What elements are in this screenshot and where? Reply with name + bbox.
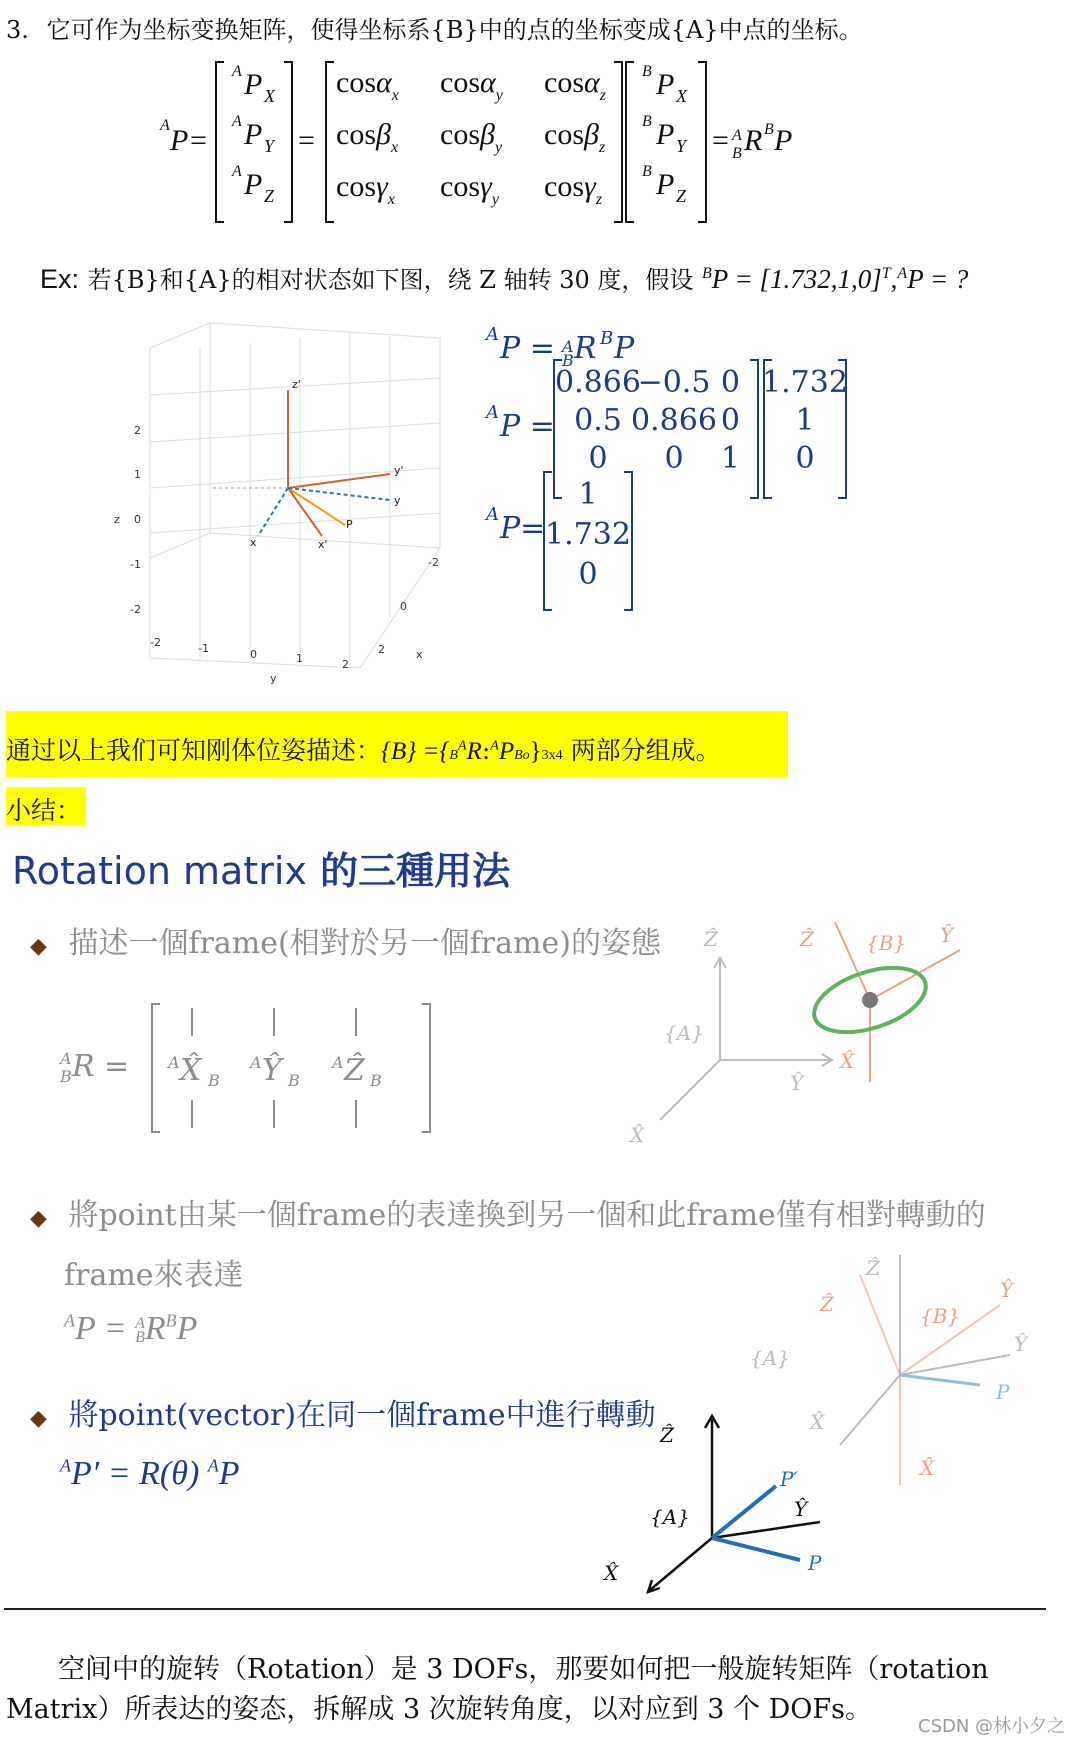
vecB-x: X [676,86,687,106]
calc-vec: 1.732 [762,365,848,400]
summary-after: 两部分组成。 [562,736,721,765]
calc-matrix-cell: 0 [588,441,608,476]
eq2-p: P [176,1310,198,1347]
matrix-cell: cosγ$_z$ [544,170,603,208]
rotation-matrix-columns [60,1000,440,1136]
calc-result: 1 [578,477,598,512]
summary-sep: : [481,736,491,765]
divider [4,1608,1046,1610]
svg-text:B: B [642,113,652,130]
frames1-za: Ẑ [704,927,718,951]
label-p: P [346,518,353,531]
bullet-diamond-icon: ◆ [30,1406,47,1431]
svg-text:=: = [712,124,729,157]
intro-line [6,10,863,45]
svg-text:A: A [486,504,499,525]
bullet-diamond-icon: ◆ [30,1206,47,1231]
frames2-a: {A} [750,1346,790,1370]
svg-text:B: B [370,1071,382,1090]
example-prefix: Ex: [40,264,80,294]
summary-formula: {B} ={ [381,738,450,765]
x-tick: -2 [428,556,439,569]
label-zb: z' [292,378,301,391]
intro-text: 它可作为坐标变换矩阵，使得坐标系{B}中的点的坐标变成{A}中点的坐标。 [46,16,863,44]
matrix-cell: cosγ$_y$ [440,170,499,208]
calc-matrix-cell: 0 [720,365,740,400]
conclusion-label: 小结： [6,796,82,825]
x-tick: 2 [378,643,385,656]
calc-matrix-cell: 0.866 [631,403,717,438]
svg-text:B: B [642,163,652,180]
svg-text:A: A [250,1053,262,1072]
frames2-b: {B} [920,1304,961,1328]
frames2-zb: Ẑ [820,1292,834,1316]
svg-text:A: A [168,1053,180,1072]
bullet-describe-frame [30,918,661,962]
frames3-pp: P′ [780,1467,798,1491]
summary-r: R [466,738,482,765]
rmat-col: Ẑ [344,1053,365,1088]
calc-matrix-cell: 0 [720,403,740,438]
svg-text:P: P [244,168,263,201]
frames3-p: P [808,1551,822,1575]
rmat-lhs: R = [72,1049,130,1084]
calc-result: 1.732 [545,517,631,552]
frames1-a: {A} [664,1021,704,1045]
calc-matrix-cell: 0 [664,441,684,476]
matrix-cell: cosβ$_y$ [440,118,503,156]
svg-text:A: A [232,113,242,130]
frames2-xb: X̂ [920,1456,935,1480]
slide-title-en: Rotation matrix [12,849,307,893]
calc-matrix-cell: 0.866 [555,365,641,400]
matrix-cell: cosα$_x$ [336,66,399,104]
z-tick: 1 [134,468,141,481]
z-tick: -1 [130,558,141,571]
eq2-r: R [144,1310,166,1347]
example-line: Ex: 若{B}和{A}的相对状态如下图，绕 Z 轴转 30 度，假设 $^BP = [1.732,1,0]^T,^AP$ = ? [40,264,969,294]
rotation-cosine-matrix [336,66,607,208]
slide-title [12,840,510,895]
calc-l1-p: P [614,331,635,366]
calc-matrix-cell: −0.5 [637,365,711,400]
frames1-yb: Ŷ [940,923,954,947]
svg-text:B: B [208,1071,220,1090]
eq1-rhs-r: R [744,124,763,157]
summary-size: 3x4 [541,748,563,763]
vecA-x: X [264,86,275,106]
label-yb: y' [394,464,404,477]
item-number: 3. [6,16,29,44]
frames3-a: {A} [650,1505,690,1529]
calc-l1-r: R [574,331,597,366]
svg-text:P: P [656,168,675,201]
svg-text:B: B [732,145,742,162]
vecB-y: Y [676,136,687,156]
frames1-ya: Ŷ [790,1071,804,1095]
frames1-xa: X̂ [630,1123,645,1147]
transform-equation [160,58,900,226]
svg-text:B: B [562,351,574,370]
example-text: 若{B}和{A}的相对状态如下图，绕 Z 轴转 30 度，假设 [87,266,694,294]
svg-text:B: B [60,1067,72,1086]
calc-rotation-matrix [555,365,740,476]
z-tick: 0 [134,513,141,526]
bullet-change-frame [30,1190,986,1234]
vecB-z: Z [676,186,687,206]
frames1-b: {B} [866,931,907,955]
y-tick: 1 [296,652,303,665]
eq2-lhs: P = [75,1310,136,1347]
frames-diagram-1 [630,910,1080,1160]
z-axis-label: z [114,513,120,526]
frames3-za: Ẑ [660,1423,674,1447]
frames2-yb: Ŷ [1000,1278,1014,1302]
eq1-lhs-sup: A [160,117,170,134]
z-tick: 2 [134,424,141,437]
example-ap: P = ? [907,264,969,294]
frames1-zb: Ẑ [800,927,814,951]
calc-matrix-cell: 1 [720,441,740,476]
x-axis-label: x [416,648,423,661]
vecA-y: Y [264,136,275,156]
example-transpose: T [881,265,891,282]
matrix-cell: cosα$_z$ [544,66,606,104]
svg-text:A: A [232,163,242,180]
svg-text:P: P [656,68,675,101]
y-tick: -1 [198,642,209,655]
eq3-lhs: P′ = R(θ) [71,1455,208,1492]
bullet-rotate-vector [30,1390,656,1434]
y-tick: 2 [342,658,349,671]
frames1-xb: X̂ [840,1049,855,1073]
calc-result: 0 [578,557,598,592]
eq1-lhs: P [170,124,189,157]
matrix-cell: cosγ$_x$ [336,170,395,208]
summary-sub: Bo [514,748,530,763]
matrix-cell: cosβ$_x$ [336,118,399,156]
svg-text:B: B [600,328,614,349]
svg-text:P: P [656,118,675,151]
frames2-ya: Ŷ [1014,1332,1028,1356]
svg-text:A: A [332,1053,344,1072]
summary-p: P [498,738,515,765]
svg-text:A: A [232,63,242,80]
svg-text:=: = [190,124,207,157]
svg-text:A: A [562,337,574,356]
bullet2-text-line1: 將point由某一個frame的表達換到另一個和此frame僅有相對轉動的 [68,1198,986,1233]
example-bp: P = [1.732,1,0] [711,264,882,294]
calc-vec: 1 [795,403,815,438]
equation-rotate-vector: $^A$P′ = R(θ) $^A$P [60,1455,240,1492]
svg-text:P: P [244,68,263,101]
frames2-xa: X̂ [810,1410,825,1434]
matrix-cell: cosβ$_z$ [544,118,606,156]
bullet3-text: 將point(vector)在同一個frame中進行轉動 [68,1398,656,1433]
eq1-rhs-p: P [774,124,793,157]
calc-vec: 0 [795,441,815,476]
rmat-col: Ŷ [262,1053,282,1088]
frame-rotation-3d-plot [110,318,470,688]
vecA-z: Z [264,186,275,206]
frames3-ya: Ŷ [794,1497,808,1521]
svg-text:=: = [298,124,315,157]
y-axis-label: y [270,672,277,685]
rmat-col: X̂ [180,1053,202,1088]
frames2-p: P [996,1380,1010,1404]
frames3-xa: X̂ [604,1561,619,1585]
summary-text: 通过以上我们可知刚体位姿描述：$\{B\} =\{B^AR:^APBo\}3x4$ 两部分组成。 [6,736,721,765]
bullet-diamond-icon: ◆ [30,934,47,959]
body-paragraph: 空间中的旋转（Rotation）是 3 DOFs，那要如何把一般旋转矩阵（rotation Matrix）所表达的姿态，拆解成 3 次旋转角度，以对应到 3 个 DOFs。 [6,1654,989,1725]
x-tick: 0 [400,600,407,613]
calc-matrix-cell: 0.5 [574,403,622,438]
summary-tail: } [529,738,542,765]
svg-text:P=: P= [500,511,546,546]
svg-text:B: B [764,121,774,138]
svg-text:P: P [244,118,263,151]
example-calculation [480,320,960,640]
y-tick: -2 [150,636,161,649]
svg-text:P =: P = [500,409,555,444]
svg-text:A: A [486,324,499,345]
label-ya: y [394,494,401,507]
svg-text:B: B [288,1071,300,1090]
label-xa: x [250,536,257,549]
frames2-za: Ẑ [866,1256,880,1280]
y-tick: 0 [250,648,257,661]
svg-text:A: A [732,127,742,144]
svg-text:A: A [486,402,499,423]
z-tick: -2 [130,603,141,616]
svg-text:B: B [642,63,652,80]
slide-title-cn: 的三種用法 [306,848,511,893]
frames-diagram-3 [600,1390,860,1590]
calc-l1-lhs: P = [500,331,555,366]
eq3-p: P [218,1455,240,1492]
bullet1-text: 描述一個frame(相對於另一個frame)的姿態 [68,926,661,961]
matrix-cell: cosα$_y$ [440,66,503,104]
watermark: CSDN @林小夕之 [918,1716,1066,1737]
equation-change-frame: $^A$P = A $BR^BP$ [64,1310,198,1347]
label-xb: x' [318,538,328,551]
svg-text:A: A [60,1049,72,1068]
bullet2-text-line2: frame來表達 [64,1258,244,1293]
summary-before: 通过以上我们可知刚体位姿描述： [6,736,382,765]
